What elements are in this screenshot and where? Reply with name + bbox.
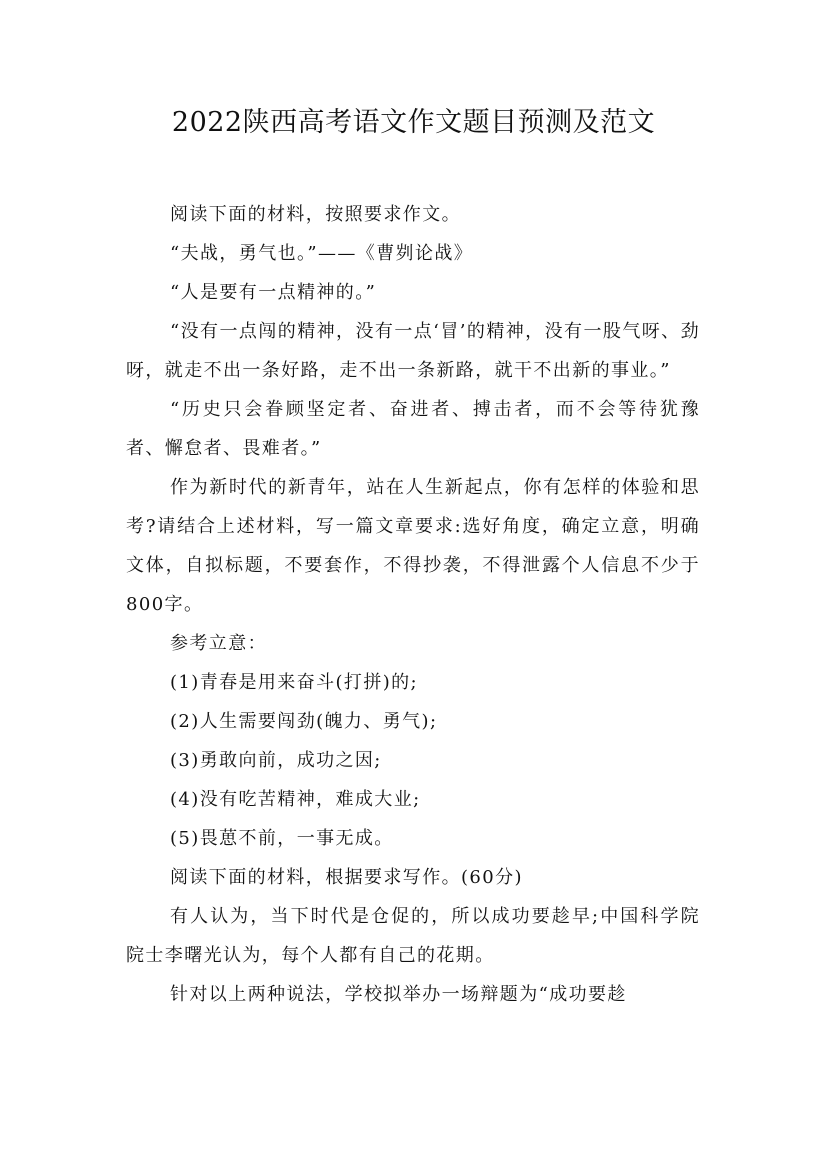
paragraph-quote-2: “人是要有一点精神的。” <box>170 282 377 303</box>
document-title: 2022陕西高考语文作文题目预测及范文 <box>171 107 656 138</box>
list-item: (2)人生需要闯劲(魄力、勇气); <box>170 711 438 732</box>
list-item: (1)青春是用来奋斗(打拼)的; <box>170 672 419 693</box>
paragraph-material: 有人认为，当下时代是仓促的，所以成功要趁早;中国科学院院士李曙光认为，每个人都有自己的花期。 <box>126 906 700 966</box>
paragraph-task: 作为新时代的新青年，站在人生新起点，你有怎样的体验和思考?请结合上述材料，写一篇文章要求:选好角度，确定立意，明确文体，自拟标题，不要套作，不得抄袭，不得泄露个人信息不少于800字。 <box>126 477 700 615</box>
paragraph-instruction: 阅读下面的材料，按照要求作文。 <box>170 204 461 225</box>
list-item: (5)畏葸不前，一事无成。 <box>170 828 394 849</box>
list-item: (4)没有吃苦精神，难成大业; <box>170 789 421 810</box>
paragraph-second-prompt: 阅读下面的材料，根据要求写作。(60分) <box>170 867 523 888</box>
paragraph-quote-3: “没有一点闯的精神，没有一点‘冒’的精神，没有一股气呀、劲呀，就走不出一条好路，走不出一条新路，就干不出新的事业。” <box>126 321 700 381</box>
paragraph-quote-1: “夫战，勇气也。”——《曹刿论战》 <box>170 243 474 264</box>
paragraph-reference-heading: 参考立意： <box>170 633 267 654</box>
paragraph-quote-4: “历史只会眷顾坚定者、奋进者、搏击者，而不会等待犹豫者、懈怠者、畏难者。” <box>126 399 700 459</box>
list-item: (3)勇敢向前，成功之因; <box>170 750 382 771</box>
document-body <box>126 195 700 1014</box>
paragraph-debate: 针对以上两种说法，学校拟举办一场辩题为“成功要趁 <box>170 984 627 1005</box>
